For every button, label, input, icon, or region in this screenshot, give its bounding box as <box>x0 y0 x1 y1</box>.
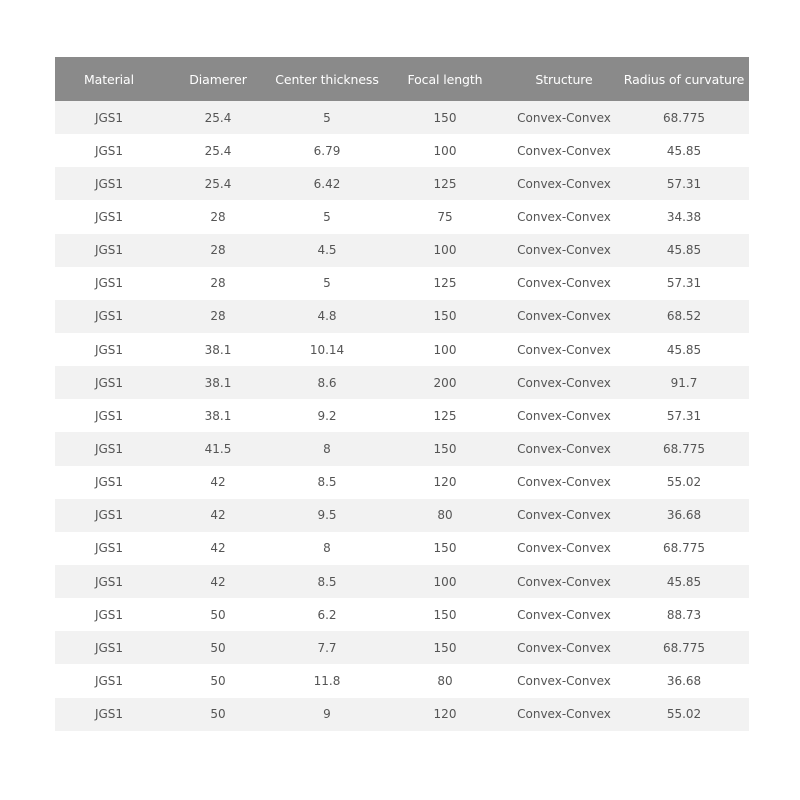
cell-center-thickness: 6.42 <box>273 167 381 200</box>
cell-material: JGS1 <box>55 399 163 432</box>
lens-spec-table <box>55 57 749 731</box>
table-row <box>55 200 749 233</box>
table-row <box>55 631 749 664</box>
header-center-thickness: Center thickness <box>273 57 381 101</box>
cell-radius-of-curvature: 68.52 <box>619 300 749 333</box>
table-row <box>55 664 749 697</box>
cell-diameter: 42 <box>163 466 273 499</box>
table-row <box>55 432 749 465</box>
cell-center-thickness: 10.14 <box>273 333 381 366</box>
table-row <box>55 532 749 565</box>
cell-center-thickness: 9.2 <box>273 399 381 432</box>
table-row <box>55 167 749 200</box>
cell-radius-of-curvature: 57.31 <box>619 267 749 300</box>
cell-center-thickness: 8.5 <box>273 466 381 499</box>
table-row <box>55 366 749 399</box>
header-radius-of-curvature: Radius of curvature <box>619 57 749 101</box>
cell-structure: Convex-Convex <box>509 101 619 134</box>
cell-diameter: 41.5 <box>163 432 273 465</box>
cell-diameter: 38.1 <box>163 366 273 399</box>
cell-radius-of-curvature: 57.31 <box>619 399 749 432</box>
table-row <box>55 101 749 134</box>
cell-radius-of-curvature: 57.31 <box>619 167 749 200</box>
cell-structure: Convex-Convex <box>509 333 619 366</box>
cell-focal-length: 120 <box>381 698 509 731</box>
cell-diameter: 50 <box>163 631 273 664</box>
cell-material: JGS1 <box>55 267 163 300</box>
cell-diameter: 50 <box>163 664 273 697</box>
cell-structure: Convex-Convex <box>509 698 619 731</box>
cell-focal-length: 150 <box>381 101 509 134</box>
cell-focal-length: 150 <box>381 432 509 465</box>
cell-focal-length: 150 <box>381 532 509 565</box>
cell-focal-length: 125 <box>381 399 509 432</box>
cell-structure: Convex-Convex <box>509 167 619 200</box>
cell-radius-of-curvature: 68.775 <box>619 532 749 565</box>
cell-center-thickness: 8 <box>273 432 381 465</box>
cell-structure: Convex-Convex <box>509 300 619 333</box>
cell-material: JGS1 <box>55 333 163 366</box>
cell-structure: Convex-Convex <box>509 134 619 167</box>
cell-diameter: 28 <box>163 267 273 300</box>
cell-focal-length: 100 <box>381 333 509 366</box>
cell-radius-of-curvature: 45.85 <box>619 333 749 366</box>
cell-structure: Convex-Convex <box>509 466 619 499</box>
cell-diameter: 38.1 <box>163 399 273 432</box>
cell-diameter: 42 <box>163 499 273 532</box>
cell-material: JGS1 <box>55 565 163 598</box>
table-row <box>55 134 749 167</box>
cell-radius-of-curvature: 45.85 <box>619 134 749 167</box>
cell-center-thickness: 8.5 <box>273 565 381 598</box>
cell-focal-length: 150 <box>381 598 509 631</box>
cell-material: JGS1 <box>55 631 163 664</box>
cell-center-thickness: 8 <box>273 532 381 565</box>
cell-structure: Convex-Convex <box>509 499 619 532</box>
cell-diameter: 42 <box>163 565 273 598</box>
header-diameter: Diamerer <box>163 57 273 101</box>
cell-material: JGS1 <box>55 134 163 167</box>
cell-radius-of-curvature: 68.775 <box>619 101 749 134</box>
cell-radius-of-curvature: 68.775 <box>619 631 749 664</box>
cell-diameter: 38.1 <box>163 333 273 366</box>
cell-diameter: 28 <box>163 200 273 233</box>
cell-radius-of-curvature: 45.85 <box>619 234 749 267</box>
cell-center-thickness: 5 <box>273 267 381 300</box>
cell-structure: Convex-Convex <box>509 267 619 300</box>
table-row <box>55 466 749 499</box>
cell-center-thickness: 5 <box>273 200 381 233</box>
cell-material: JGS1 <box>55 499 163 532</box>
table-row <box>55 499 749 532</box>
cell-material: JGS1 <box>55 200 163 233</box>
cell-radius-of-curvature: 55.02 <box>619 466 749 499</box>
cell-structure: Convex-Convex <box>509 200 619 233</box>
cell-radius-of-curvature: 68.775 <box>619 432 749 465</box>
cell-structure: Convex-Convex <box>509 631 619 664</box>
cell-focal-length: 125 <box>381 167 509 200</box>
header-focal-length: Focal length <box>381 57 509 101</box>
table-header <box>55 57 749 101</box>
cell-diameter: 50 <box>163 698 273 731</box>
cell-center-thickness: 8.6 <box>273 366 381 399</box>
cell-structure: Convex-Convex <box>509 366 619 399</box>
cell-material: JGS1 <box>55 466 163 499</box>
cell-material: JGS1 <box>55 167 163 200</box>
cell-diameter: 25.4 <box>163 167 273 200</box>
table-body <box>55 101 749 731</box>
cell-radius-of-curvature: 88.73 <box>619 598 749 631</box>
cell-structure: Convex-Convex <box>509 532 619 565</box>
cell-focal-length: 80 <box>381 664 509 697</box>
cell-radius-of-curvature: 45.85 <box>619 565 749 598</box>
cell-structure: Convex-Convex <box>509 664 619 697</box>
header-structure: Structure <box>509 57 619 101</box>
cell-focal-length: 150 <box>381 631 509 664</box>
cell-structure: Convex-Convex <box>509 598 619 631</box>
table-row <box>55 300 749 333</box>
cell-radius-of-curvature: 36.68 <box>619 499 749 532</box>
cell-diameter: 25.4 <box>163 101 273 134</box>
cell-focal-length: 120 <box>381 466 509 499</box>
cell-structure: Convex-Convex <box>509 399 619 432</box>
cell-diameter: 42 <box>163 532 273 565</box>
cell-focal-length: 80 <box>381 499 509 532</box>
table-row <box>55 333 749 366</box>
cell-diameter: 28 <box>163 300 273 333</box>
table-row <box>55 234 749 267</box>
header-material: Material <box>55 57 163 101</box>
cell-diameter: 25.4 <box>163 134 273 167</box>
cell-radius-of-curvature: 91.7 <box>619 366 749 399</box>
cell-material: JGS1 <box>55 532 163 565</box>
table-row <box>55 267 749 300</box>
lens-spec-table-container <box>55 57 749 731</box>
table-row <box>55 598 749 631</box>
table-row <box>55 399 749 432</box>
cell-focal-length: 100 <box>381 565 509 598</box>
cell-center-thickness: 7.7 <box>273 631 381 664</box>
cell-material: JGS1 <box>55 366 163 399</box>
cell-diameter: 28 <box>163 234 273 267</box>
cell-material: JGS1 <box>55 698 163 731</box>
cell-material: JGS1 <box>55 432 163 465</box>
table-row <box>55 698 749 731</box>
cell-radius-of-curvature: 36.68 <box>619 664 749 697</box>
cell-focal-length: 125 <box>381 267 509 300</box>
cell-focal-length: 100 <box>381 234 509 267</box>
cell-material: JGS1 <box>55 234 163 267</box>
cell-material: JGS1 <box>55 300 163 333</box>
cell-material: JGS1 <box>55 101 163 134</box>
cell-center-thickness: 6.79 <box>273 134 381 167</box>
cell-structure: Convex-Convex <box>509 432 619 465</box>
cell-center-thickness: 9.5 <box>273 499 381 532</box>
cell-material: JGS1 <box>55 598 163 631</box>
cell-structure: Convex-Convex <box>509 565 619 598</box>
cell-radius-of-curvature: 34.38 <box>619 200 749 233</box>
cell-focal-length: 200 <box>381 366 509 399</box>
cell-center-thickness: 9 <box>273 698 381 731</box>
table-row <box>55 565 749 598</box>
cell-focal-length: 100 <box>381 134 509 167</box>
cell-center-thickness: 11.8 <box>273 664 381 697</box>
cell-radius-of-curvature: 55.02 <box>619 698 749 731</box>
cell-center-thickness: 6.2 <box>273 598 381 631</box>
cell-center-thickness: 4.5 <box>273 234 381 267</box>
cell-center-thickness: 5 <box>273 101 381 134</box>
header-row <box>55 57 749 101</box>
cell-diameter: 50 <box>163 598 273 631</box>
cell-center-thickness: 4.8 <box>273 300 381 333</box>
cell-focal-length: 150 <box>381 300 509 333</box>
cell-material: JGS1 <box>55 664 163 697</box>
cell-structure: Convex-Convex <box>509 234 619 267</box>
cell-focal-length: 75 <box>381 200 509 233</box>
